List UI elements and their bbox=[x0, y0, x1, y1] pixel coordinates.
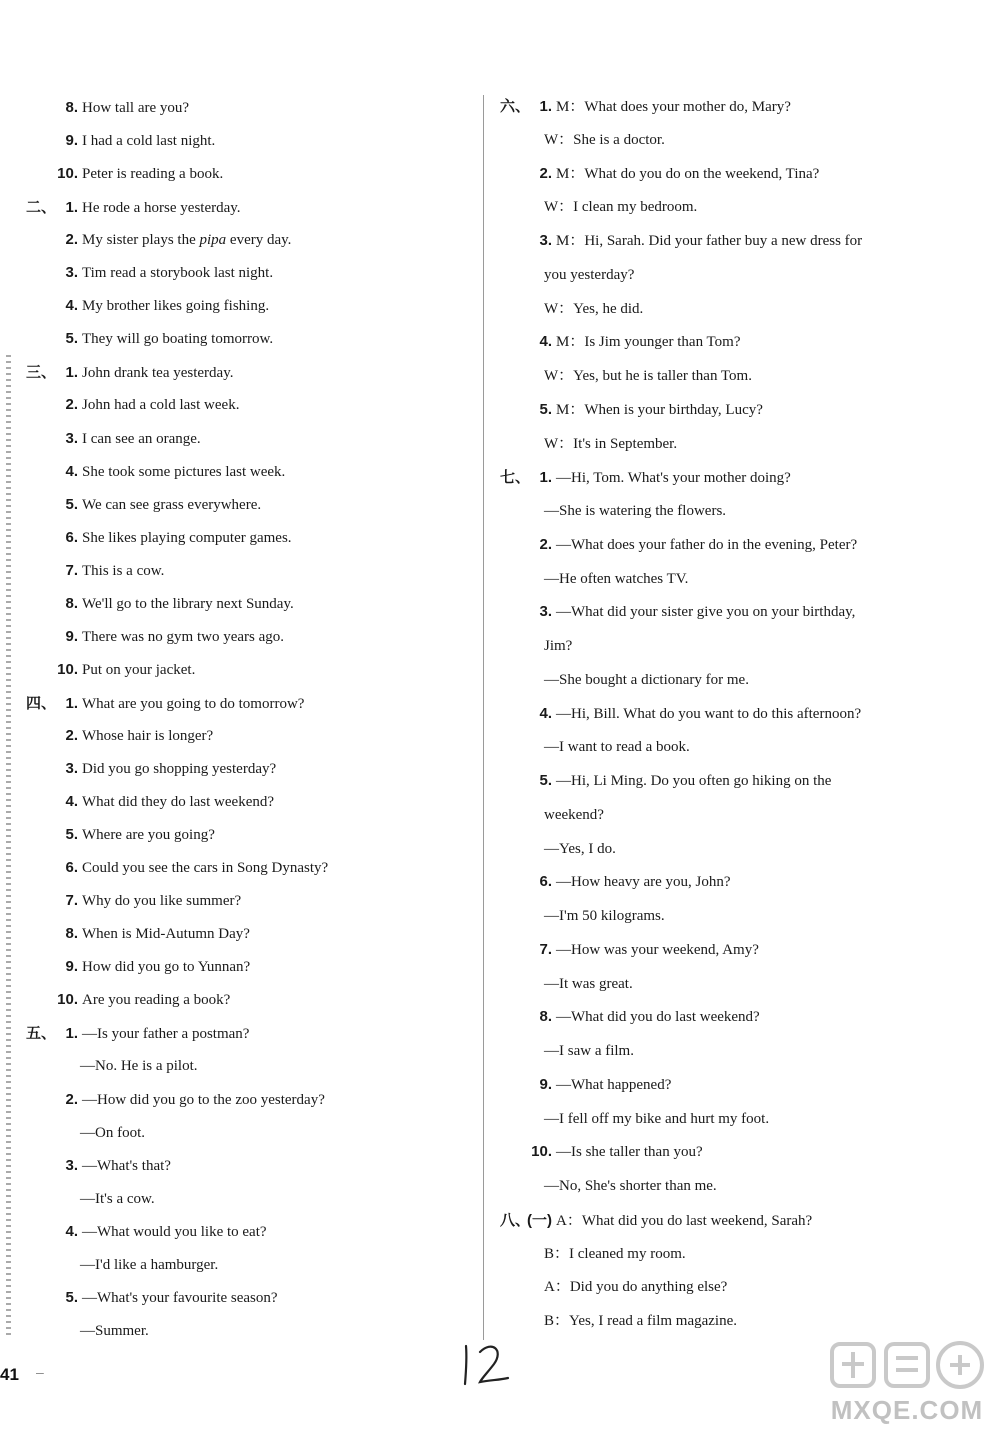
item-number: 2. bbox=[65, 1090, 78, 1108]
answer-line bbox=[544, 1311, 737, 1331]
watermark-logo bbox=[822, 1338, 992, 1426]
answer-line bbox=[500, 704, 861, 724]
answer-text: M：Hi, Sarah. Did your father buy a new dress for bbox=[556, 233, 863, 249]
item-number: 6. bbox=[65, 859, 78, 877]
answer-text: —I'd like a hamburger. bbox=[80, 1256, 219, 1273]
item-number: 4. bbox=[539, 333, 552, 351]
answer-text: —I want to read a book. bbox=[544, 739, 690, 756]
answer-text: Tim read a storybook last night. bbox=[82, 265, 274, 282]
answer-text: —Is your father a postman? bbox=[82, 1026, 250, 1043]
item-number: 7. bbox=[539, 940, 552, 958]
item-number: 8. bbox=[539, 1008, 552, 1026]
item-number: 10. bbox=[57, 991, 78, 1009]
answer-line bbox=[500, 940, 759, 960]
answer-line bbox=[544, 366, 752, 386]
answer-text: —It was great. bbox=[544, 975, 633, 992]
item-number: 1. bbox=[65, 694, 78, 712]
item-number: 4. bbox=[65, 1222, 78, 1240]
item-number: 8. bbox=[65, 99, 78, 116]
answer-line bbox=[26, 1288, 278, 1308]
answer-text: A：Did you do anything else? bbox=[544, 1279, 728, 1296]
answer-line bbox=[500, 771, 831, 791]
item-number: 3. bbox=[65, 264, 78, 282]
answer-text: Put on your jacket. bbox=[82, 661, 196, 678]
answer-text: —No, She's shorter than me. bbox=[544, 1178, 717, 1194]
item-number: 3. bbox=[65, 1156, 78, 1174]
answer-line bbox=[26, 759, 276, 779]
answer-text: Are you reading a book? bbox=[82, 992, 231, 1009]
item-number: 5. bbox=[65, 495, 78, 513]
answer-line bbox=[26, 528, 292, 548]
answer-text: —Summer. bbox=[80, 1322, 149, 1339]
item-number: 7. bbox=[65, 561, 78, 579]
answer-text-after: every day. bbox=[226, 232, 292, 249]
answer-text: I had a cold last night. bbox=[82, 133, 216, 150]
answer-line bbox=[544, 974, 633, 994]
answer-text: Where are you going? bbox=[82, 827, 215, 844]
watermark-emblem bbox=[822, 1338, 992, 1398]
answer-text: B：Yes, I read a film magazine. bbox=[544, 1313, 738, 1329]
answer-text: —What did you do last weekend? bbox=[556, 1009, 760, 1026]
answer-line bbox=[544, 569, 688, 589]
answer-line bbox=[544, 1244, 686, 1264]
answer-text: M：What does your mother do, Mary? bbox=[556, 99, 791, 115]
answer-text: —She is watering the flowers. bbox=[544, 503, 727, 519]
item-number: 3. bbox=[539, 232, 552, 249]
answer-text: John had a cold last week. bbox=[82, 397, 240, 414]
item-number: 10. bbox=[57, 165, 78, 183]
watermark-url: MXQE.COM bbox=[830, 1395, 984, 1425]
item-number: 6. bbox=[539, 873, 552, 891]
answer-text: M：When is your birthday, Lucy? bbox=[556, 401, 763, 418]
answer-line bbox=[544, 299, 643, 319]
answer-line bbox=[80, 1255, 218, 1275]
answer-line bbox=[500, 400, 763, 420]
item-number: 5. bbox=[65, 330, 78, 348]
answer-text: —I fell off my bike and hurt my foot. bbox=[544, 1110, 770, 1127]
answer-line bbox=[544, 501, 726, 521]
answer-line bbox=[26, 296, 269, 316]
answer-line bbox=[26, 230, 291, 250]
answer-text: —What does your father do in the evening, Peter? bbox=[556, 536, 858, 553]
answer-text: How did you go to Yunnan? bbox=[82, 959, 251, 976]
item-number: 9. bbox=[65, 132, 78, 150]
item-number: 2. bbox=[539, 164, 552, 182]
item-number: 10. bbox=[57, 660, 78, 678]
section-label: 三、 bbox=[26, 363, 57, 382]
answer-text: They will go boating tomorrow. bbox=[82, 331, 274, 348]
answer-line bbox=[26, 362, 233, 383]
answer-line bbox=[544, 636, 572, 656]
answer-text: —How heavy are you, John? bbox=[556, 874, 731, 891]
answer-text: Peter is reading a book. bbox=[82, 166, 224, 183]
answer-text: —How was your weekend, Amy? bbox=[556, 941, 759, 958]
answer-text: Did you go shopping yesterday? bbox=[82, 761, 277, 777]
section-label: 六、 bbox=[500, 97, 531, 115]
answer-line bbox=[80, 1189, 155, 1209]
answer-text: A：What did you do last weekend, Sarah? bbox=[556, 1212, 813, 1229]
answer-line bbox=[500, 1142, 703, 1162]
answer-text: —What's your favourite season? bbox=[82, 1289, 278, 1306]
answer-text: you yesterday? bbox=[544, 266, 635, 283]
answer-line bbox=[544, 1041, 634, 1061]
item-number: 9. bbox=[65, 627, 78, 645]
answer-line bbox=[500, 1210, 812, 1231]
answer-line bbox=[544, 434, 677, 454]
answer-line bbox=[500, 1075, 671, 1095]
answer-text: This is a cow. bbox=[82, 562, 165, 579]
answer-line bbox=[26, 495, 261, 515]
answer-line bbox=[26, 891, 241, 911]
answer-line bbox=[500, 872, 731, 892]
answer-text: When is Mid-Autumn Day? bbox=[82, 926, 250, 943]
answer-line bbox=[26, 660, 195, 680]
item-number: 9. bbox=[65, 958, 78, 976]
item-number: 1. bbox=[65, 364, 78, 382]
answer-line bbox=[26, 1222, 267, 1242]
answer-text: —What happened? bbox=[556, 1076, 672, 1093]
answer-line bbox=[500, 602, 855, 622]
answer-text: —Hi, Tom. What's your mother doing? bbox=[556, 470, 791, 487]
answer-text: —He often watches TV. bbox=[544, 570, 689, 587]
answer-line bbox=[26, 792, 274, 812]
item-number: 8. bbox=[65, 925, 78, 943]
answer-text: W：Yes, but he is taller than Tom. bbox=[544, 368, 752, 384]
answer-line bbox=[26, 825, 215, 845]
answer-text: I can see an orange. bbox=[82, 430, 201, 447]
answer-line bbox=[500, 535, 857, 555]
answer-text: M：Is Jim younger than Tom? bbox=[556, 334, 741, 351]
answer-line bbox=[26, 131, 215, 151]
answer-text: Why do you like summer? bbox=[82, 893, 242, 910]
answer-text: My sister plays the bbox=[82, 232, 196, 249]
item-number: 2. bbox=[65, 726, 78, 744]
answer-text: —Yes, I do. bbox=[544, 840, 616, 857]
answer-line bbox=[500, 1007, 760, 1027]
item-number: 10. bbox=[531, 1143, 552, 1161]
answer-text: —Hi, Li Ming. Do you often go hiking on the bbox=[556, 773, 832, 789]
answer-line bbox=[26, 98, 189, 118]
answer-text: She likes playing computer games. bbox=[82, 529, 292, 546]
answer-line bbox=[26, 1090, 325, 1110]
answer-line bbox=[26, 858, 328, 878]
answer-line bbox=[500, 467, 791, 488]
item-number: 3. bbox=[65, 429, 78, 447]
handwritten-mark bbox=[458, 1340, 518, 1395]
answer-line bbox=[26, 164, 223, 184]
answer-text: He rode a horse yesterday. bbox=[82, 200, 241, 217]
answer-text: B：I cleaned my room. bbox=[544, 1245, 686, 1262]
answer-line bbox=[544, 906, 665, 926]
answer-line bbox=[544, 1109, 769, 1129]
answer-text: —What did your sister give you on your birthday, bbox=[556, 604, 856, 621]
answer-line bbox=[26, 627, 284, 647]
answer-line bbox=[500, 96, 791, 117]
answer-line bbox=[544, 805, 604, 825]
answer-text: What did they do last weekend? bbox=[82, 794, 275, 811]
answer-line bbox=[26, 726, 213, 746]
item-number: 3. bbox=[65, 760, 78, 777]
item-number: 2. bbox=[65, 231, 78, 249]
answer-text: We'll go to the library next Sunday. bbox=[82, 595, 294, 612]
answer-line bbox=[544, 265, 634, 285]
section-label: 二、 bbox=[26, 198, 57, 217]
item-number: 2. bbox=[539, 535, 552, 553]
item-number: 4. bbox=[65, 297, 78, 315]
answer-text: —It's a cow. bbox=[80, 1190, 155, 1207]
item-number: 5. bbox=[65, 1288, 78, 1306]
answer-line bbox=[26, 462, 285, 482]
answer-text: —Is she taller than you? bbox=[556, 1144, 703, 1161]
answer-text: —How did you go to the zoo yesterday? bbox=[82, 1091, 325, 1108]
answer-line bbox=[26, 197, 241, 218]
answer-line bbox=[544, 1277, 727, 1297]
item-number: 5. bbox=[539, 400, 552, 418]
answer-text: W：I clean my bedroom. bbox=[544, 199, 698, 216]
answer-line bbox=[26, 1156, 171, 1176]
answer-line bbox=[500, 332, 741, 352]
answer-text: —What would you like to eat? bbox=[82, 1223, 267, 1240]
answer-text: John drank tea yesterday. bbox=[82, 365, 234, 382]
answer-line bbox=[544, 1176, 717, 1196]
answer-text: How tall are you? bbox=[82, 100, 190, 116]
answer-text: —What's that? bbox=[82, 1157, 171, 1174]
section-label: 五、 bbox=[26, 1024, 57, 1043]
handwritten-mark-drawing bbox=[458, 1340, 518, 1390]
item-number: 1. bbox=[539, 98, 552, 115]
answer-text: Whose hair is longer? bbox=[82, 727, 214, 744]
binding-edge bbox=[6, 355, 11, 1335]
answer-text: Jim? bbox=[544, 638, 573, 654]
item-number: 4. bbox=[65, 793, 78, 811]
page-number: 41 bbox=[0, 1365, 19, 1384]
item-number: 6. bbox=[65, 528, 78, 546]
answer-line bbox=[544, 737, 690, 757]
answer-line bbox=[26, 1023, 249, 1044]
item-number: (一) bbox=[527, 1211, 552, 1229]
answer-text: There was no gym two years ago. bbox=[82, 628, 285, 645]
item-number: 9. bbox=[539, 1075, 552, 1093]
answer-line bbox=[26, 924, 250, 944]
answer-text: She took some pictures last week. bbox=[82, 463, 286, 480]
item-number: 3. bbox=[539, 603, 552, 621]
column-divider bbox=[483, 95, 484, 1340]
answer-line bbox=[500, 231, 862, 251]
item-number: 4. bbox=[539, 704, 552, 722]
answer-text: We can see grass everywhere. bbox=[82, 496, 262, 513]
answer-line bbox=[500, 164, 819, 184]
answer-text: —I'm 50 kilograms. bbox=[544, 908, 665, 924]
answer-line bbox=[80, 1321, 149, 1341]
item-number: 2. bbox=[65, 396, 78, 414]
answer-italic-word: pipa bbox=[199, 232, 227, 249]
item-number: 1. bbox=[65, 1025, 78, 1043]
answer-line bbox=[544, 130, 665, 150]
answer-text: —No. He is a pilot. bbox=[80, 1058, 198, 1075]
answer-line bbox=[26, 429, 201, 449]
answer-line bbox=[26, 693, 304, 714]
answer-line bbox=[26, 957, 250, 977]
answer-text: M：What do you do on the weekend, Tina? bbox=[556, 165, 820, 182]
answer-line bbox=[26, 561, 164, 581]
answer-line bbox=[26, 990, 230, 1010]
item-number: 1. bbox=[539, 469, 552, 487]
answer-line bbox=[80, 1123, 145, 1143]
answer-line bbox=[26, 395, 239, 415]
item-number: 1. bbox=[65, 199, 78, 217]
answer-line bbox=[544, 839, 616, 859]
answer-line bbox=[26, 329, 273, 349]
answer-text: W：It's in September. bbox=[544, 435, 678, 452]
page-number-dash: – bbox=[36, 1364, 44, 1380]
answer-text: —She bought a dictionary for me. bbox=[544, 671, 749, 688]
item-number: 7. bbox=[65, 892, 78, 910]
answer-text: —I saw a film. bbox=[544, 1043, 634, 1059]
item-number: 4. bbox=[65, 462, 78, 480]
answer-text: W：She is a doctor. bbox=[544, 131, 665, 148]
answer-line bbox=[26, 263, 273, 283]
section-label: 四、 bbox=[26, 693, 57, 712]
answer-line bbox=[544, 197, 697, 217]
answer-line bbox=[80, 1056, 198, 1076]
answer-text: What are you going to do tomorrow? bbox=[82, 695, 305, 712]
answer-text: My brother likes going fishing. bbox=[82, 298, 270, 315]
item-number: 5. bbox=[539, 772, 552, 789]
answer-line bbox=[26, 594, 294, 614]
item-number: 8. bbox=[65, 594, 78, 612]
answer-text: W：Yes, he did. bbox=[544, 300, 644, 317]
item-number: 5. bbox=[65, 826, 78, 844]
answer-text: weekend? bbox=[544, 806, 604, 823]
answer-text: —On foot. bbox=[80, 1124, 145, 1141]
section-label: 八、 bbox=[500, 1210, 531, 1229]
answer-line bbox=[544, 670, 749, 690]
answer-text: —Hi, Bill. What do you want to do this afternoon? bbox=[556, 705, 862, 722]
answer-text: Could you see the cars in Song Dynasty? bbox=[82, 860, 329, 877]
section-label: 七、 bbox=[500, 468, 531, 487]
